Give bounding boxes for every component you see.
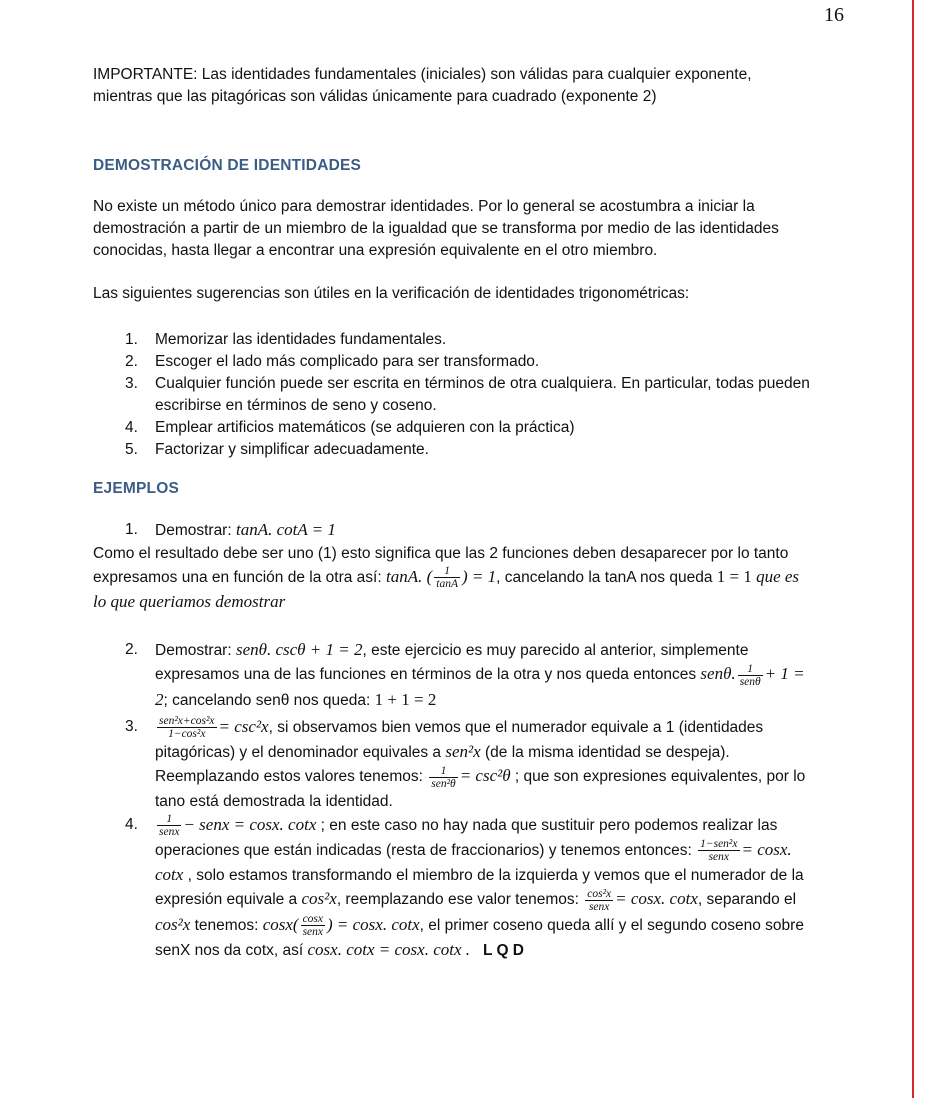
- lqd-mark: L Q D: [482, 942, 525, 960]
- example-3: 3. $\frac{\text{sen²x+cos²x}}{\text{1−cos²x}}$ = csc²x, si observamos bien vemos que el numerador equivale a 1 (identidades pitagóricas) y el denominador equivales a sen²x (de la misma identidad se despeja). Reemplazando estos valores tenemos: $\frac{1}{\text{sen²θ}}$ = csc²θ ; que son expresiones equivalentes, por lo tano está demostrada la identidad.: [125, 715, 806, 810]
- fraction: $\frac{\cos x}{\text{senx}}$: [302, 913, 323, 939]
- fraction: $\frac{1}{\text{sen²θ}}$: [431, 764, 456, 790]
- important-note: IMPORTANTE: Las identidades fundamentales (iniciales) son válidas para cualquier exponente, mientras que las pitagóricas son válidas únicamente para cuadrado (exponente 2): [93, 66, 752, 105]
- document-body: [93, 64, 811, 962]
- example-4: 4. $\frac{1}{\text{senx}}$ − senx = cosx. cotx ; en este caso no hay nada que sustituir pero podemos realizar las operaciones que están indicadas (resta de fraccionarios) y tenemos entonces: $\frac{\text{1−sen²x}}{\text{senx}}$ = cosx. cotx , solo estamos transformando el miembro de la izquierda y vemos que el numerador de la expresión equivale a cos²x, reemplazando ese valor tenemos: $\frac{\text{cos²x}}{\text{senx}}$ = cosx. cotx, separando el cos²x tenemos: cosx( $\frac{\cos x}{\text{senx}}$ ) = cosx. cotx, el primer coseno queda allí y el segundo coseno sobre senX nos da cotx, así cosx. cotx = cosx. cotx . L Q D: [125, 813, 804, 960]
- intro-paragraph: No existe un método único para demostrar identidades. Por lo general se acostumbra a iniciar la demostración a partir de un miembro de la igualdad que se transforma por medio de las identidades conocidas, hasta llegar a encontrar una expresión equivalente en el otro miembro.: [93, 198, 779, 259]
- fraction: $\frac{\text{sen²x+cos²x}}{\text{1−cos²x}}$: [159, 715, 215, 741]
- page-margin-line: [912, 0, 914, 1098]
- list-item: 2. Escoger el lado más complicado para ser transformado.: [125, 353, 540, 370]
- list-item: 4. Emplear artificios matemáticos (se adquieren con la práctica): [125, 419, 575, 436]
- example-1: 1. Demostrar: tanA. cotA = 1 Como el resultado debe ser uno (1) esto significa que las 2 funciones deben desaparecer por lo tanto expresamos una en función de la otra así: tanA. ( $\frac{1}{\tan A}$ ) = 1, cancelando la tanA nos queda 1 = 1 que es lo que queriamos demostrar: [93, 520, 800, 612]
- math-expression: tanA. cotA = 1: [235, 520, 336, 539]
- page-number: 16: [824, 4, 844, 26]
- fraction: $\frac{1}{\text{senx}}$: [159, 813, 180, 839]
- fraction: $\frac{\text{1−sen²x}}{\text{senx}}$: [700, 838, 738, 864]
- list-item: 5. Factorizar y simplificar adecuadamente.: [125, 441, 429, 458]
- fraction: $\frac{\text{cos²x}}{\text{senx}}$: [587, 887, 612, 913]
- section-heading-ejemplos: EJEMPLOS: [93, 480, 180, 497]
- example-2: 2. Demostrar: senθ. cscθ + 1 = 2, este ejercicio es muy parecido al anterior, simplemente expresamos una de las funciones en términos de la otra y nos queda entonces senθ. $\frac{1}{\text{senθ}}$ + 1 = 2; cancelando senθ nos queda: 1 + 1 = 2: [125, 640, 805, 709]
- list-item: 3. Cualquier función puede ser escrita en términos de otra cualquiera. En particular, todas pueden escribirse en términos de seno y coseno.: [125, 375, 810, 414]
- suggestions-intro: Las siguientes sugerencias son útiles en la verificación de identidades trigonométricas:: [93, 285, 690, 302]
- fraction: $\frac{1}{\text{senθ}}$: [739, 662, 761, 688]
- suggestions-list: [93, 329, 811, 461]
- fraction: $\frac{1}{\tan A}$: [436, 565, 458, 591]
- section-heading-demostracion: DEMOSTRACIÓN DE IDENTIDADES: [93, 157, 362, 174]
- list-item: 1. Memorizar las identidades fundamentales.: [125, 331, 447, 348]
